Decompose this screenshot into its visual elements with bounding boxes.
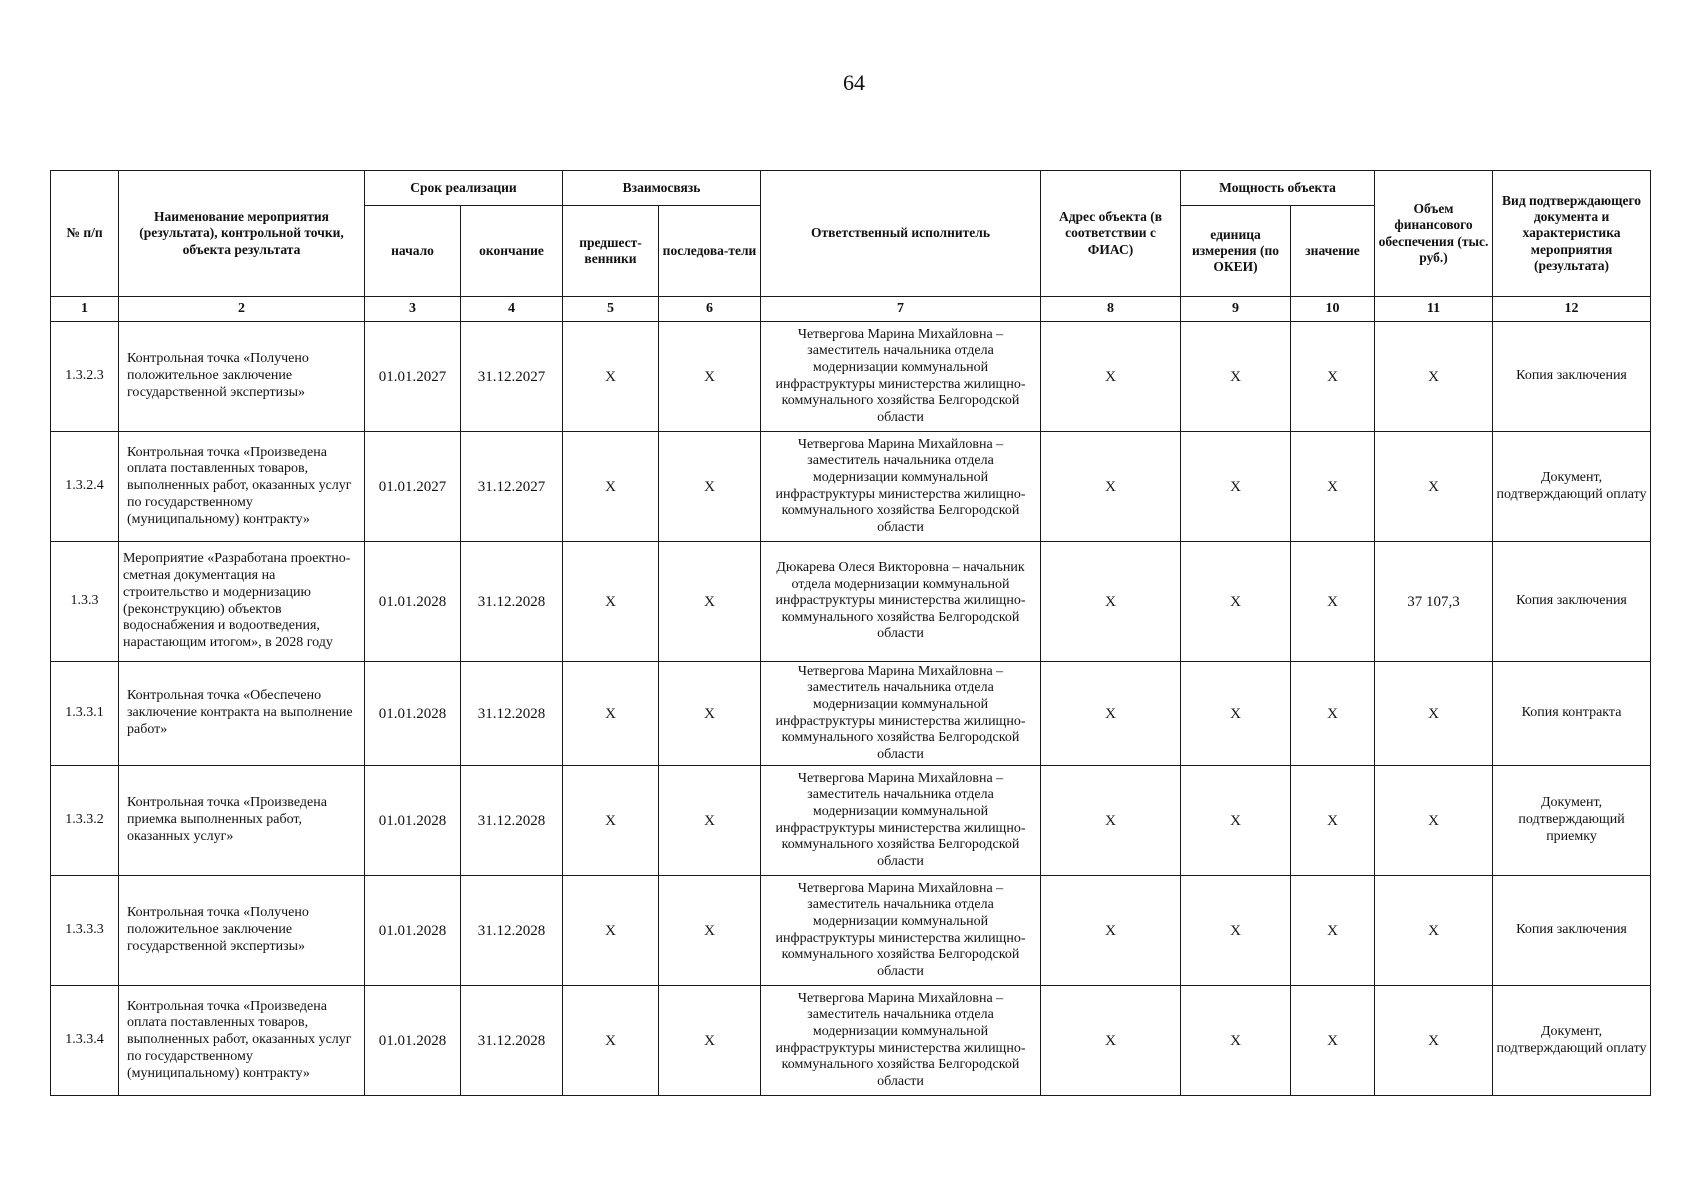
row-num: 1.3.2.4: [51, 432, 119, 542]
row-predecessors: X: [563, 542, 659, 662]
row-value: X: [1291, 542, 1375, 662]
header-value: значение: [1291, 206, 1375, 297]
row-start: 01.01.2028: [365, 542, 461, 662]
row-successors: X: [659, 766, 761, 876]
row-end: 31.12.2028: [461, 986, 563, 1096]
column-number: 10: [1291, 297, 1375, 322]
row-start: 01.01.2028: [365, 986, 461, 1096]
header-start: начало: [365, 206, 461, 297]
column-number: 9: [1181, 297, 1291, 322]
row-start: 01.01.2027: [365, 322, 461, 432]
row-finance: 37 107,3: [1375, 542, 1493, 662]
row-end: 31.12.2028: [461, 662, 563, 766]
row-address: X: [1041, 322, 1181, 432]
row-start: 01.01.2027: [365, 432, 461, 542]
row-predecessors: X: [563, 432, 659, 542]
row-executor: Четвергова Марина Михайловна – заместитель начальника отдела модернизации коммунальной инфраструктуры министерства жилищно-коммунального хозяйства Белгородской области: [761, 986, 1041, 1096]
row-successors: X: [659, 876, 761, 986]
table-row: [51, 542, 1651, 662]
row-address: X: [1041, 766, 1181, 876]
row-name: Контрольная точка «Произведена оплата поставленных товаров, выполненных работ, оказанных услуг по государственному (муниципальному) контракту»: [119, 986, 365, 1096]
row-predecessors: X: [563, 766, 659, 876]
row-value: X: [1291, 662, 1375, 766]
row-num: 1.3.3.1: [51, 662, 119, 766]
header-doc-type: Вид подтверждающего документа и характеристика мероприятия (результата): [1493, 171, 1651, 297]
header-successors: последова-тели: [659, 206, 761, 297]
row-address: X: [1041, 986, 1181, 1096]
table-row: [51, 766, 1651, 876]
row-executor: Четвергова Марина Михайловна – заместитель начальника отдела модернизации коммунальной инфраструктуры министерства жилищно-коммунального хозяйства Белгородской области: [761, 876, 1041, 986]
column-number: 4: [461, 297, 563, 322]
header-finance: Объем финансового обеспечения (тыс. руб.): [1375, 171, 1493, 297]
row-finance: X: [1375, 432, 1493, 542]
header-relation: Взаимосвязь: [563, 171, 761, 206]
row-finance: X: [1375, 876, 1493, 986]
row-address: X: [1041, 662, 1181, 766]
row-successors: X: [659, 322, 761, 432]
row-name: Контрольная точка «Обеспечено заключение контракта на выполнение работ»: [119, 662, 365, 766]
row-value: X: [1291, 432, 1375, 542]
row-end: 31.12.2027: [461, 432, 563, 542]
row-num: 1.3.3: [51, 542, 119, 662]
plan-table: [50, 170, 1651, 1096]
row-executor: Четвергова Марина Михайловна – заместитель начальника отдела модернизации коммунальной инфраструктуры министерства жилищно-коммунального хозяйства Белгородской области: [761, 322, 1041, 432]
row-value: X: [1291, 986, 1375, 1096]
row-address: X: [1041, 432, 1181, 542]
row-num: 1.3.3.3: [51, 876, 119, 986]
row-name: Контрольная точка «Получено положительное заключение государственной экспертизы»: [119, 876, 365, 986]
row-doc: Документ, подтверждающий оплату: [1493, 432, 1651, 542]
row-unit: X: [1181, 766, 1291, 876]
row-end: 31.12.2028: [461, 876, 563, 986]
row-name: Контрольная точка «Произведена оплата поставленных товаров, выполненных работ, оказанных услуг по государственному (муниципальному) контракту»: [119, 432, 365, 542]
row-end: 31.12.2028: [461, 766, 563, 876]
header-name: Наименование мероприятия (результата), контрольной точки, объекта результата: [119, 171, 365, 297]
row-doc: Документ, подтверждающий приемку: [1493, 766, 1651, 876]
header-unit: единица измерения (по ОКЕИ): [1181, 206, 1291, 297]
column-number: 6: [659, 297, 761, 322]
row-finance: X: [1375, 986, 1493, 1096]
row-name: Мероприятие «Разработана проектно-сметная документация на строительство и модернизацию (реконструкцию) объектов водоснабжения и водоотведения, нарастающим итогом», в 2028 году: [119, 542, 365, 662]
row-start: 01.01.2028: [365, 766, 461, 876]
column-number: 11: [1375, 297, 1493, 322]
row-finance: X: [1375, 322, 1493, 432]
row-value: X: [1291, 766, 1375, 876]
row-executor: Четвергова Марина Михайловна – заместитель начальника отдела модернизации коммунальной инфраструктуры министерства жилищно-коммунального хозяйства Белгородской области: [761, 662, 1041, 766]
row-unit: X: [1181, 876, 1291, 986]
row-unit: X: [1181, 986, 1291, 1096]
row-predecessors: X: [563, 662, 659, 766]
header-capacity: Мощность объекта: [1181, 171, 1375, 206]
header-end: окончание: [461, 206, 563, 297]
page-number: 64: [843, 70, 865, 95]
row-successors: X: [659, 662, 761, 766]
row-finance: X: [1375, 662, 1493, 766]
column-number: 7: [761, 297, 1041, 322]
row-start: 01.01.2028: [365, 662, 461, 766]
table-row: [51, 986, 1651, 1096]
header-predecessors: предшест-венники: [563, 206, 659, 297]
row-num: 1.3.3.4: [51, 986, 119, 1096]
row-predecessors: X: [563, 322, 659, 432]
row-executor: Четвергова Марина Михайловна – заместитель начальника отдела модернизации коммунальной инфраструктуры министерства жилищно-коммунального хозяйства Белгородской области: [761, 766, 1041, 876]
row-num: 1.3.3.2: [51, 766, 119, 876]
row-successors: X: [659, 542, 761, 662]
row-value: X: [1291, 876, 1375, 986]
column-number: 12: [1493, 297, 1651, 322]
row-unit: X: [1181, 432, 1291, 542]
header-executor: Ответственный исполнитель: [761, 171, 1041, 297]
header-period: Срок реализации: [365, 171, 563, 206]
row-end: 31.12.2027: [461, 322, 563, 432]
row-doc: Копия заключения: [1493, 322, 1651, 432]
row-doc: Копия контракта: [1493, 662, 1651, 766]
row-executor: Четвергова Марина Михайловна – заместитель начальника отдела модернизации коммунальной инфраструктуры министерства жилищно-коммунального хозяйства Белгородской области: [761, 432, 1041, 542]
row-doc: Копия заключения: [1493, 876, 1651, 986]
row-value: X: [1291, 322, 1375, 432]
row-predecessors: X: [563, 986, 659, 1096]
row-start: 01.01.2028: [365, 876, 461, 986]
column-numbers-row: [51, 297, 1651, 322]
table-row: [51, 322, 1651, 432]
row-address: X: [1041, 542, 1181, 662]
row-finance: X: [1375, 766, 1493, 876]
header-num: № п/п: [51, 171, 119, 297]
column-number: 8: [1041, 297, 1181, 322]
row-address: X: [1041, 876, 1181, 986]
row-successors: X: [659, 986, 761, 1096]
table-row: [51, 662, 1651, 766]
row-unit: X: [1181, 662, 1291, 766]
row-num: 1.3.2.3: [51, 322, 119, 432]
row-executor: Дюкарева Олеся Викторовна – начальник отдела модернизации коммунальной инфраструктуры министерства жилищно-коммунального хозяйства Белгородской области: [761, 542, 1041, 662]
row-unit: X: [1181, 542, 1291, 662]
row-unit: X: [1181, 322, 1291, 432]
row-name: Контрольная точка «Получено положительное заключение государственной экспертизы»: [119, 322, 365, 432]
column-number: 2: [119, 297, 365, 322]
row-doc: Копия заключения: [1493, 542, 1651, 662]
table-row: [51, 876, 1651, 986]
row-end: 31.12.2028: [461, 542, 563, 662]
row-name: Контрольная точка «Произведена приемка выполненных работ, оказанных услуг»: [119, 766, 365, 876]
row-predecessors: X: [563, 876, 659, 986]
column-number: 3: [365, 297, 461, 322]
table-row: [51, 432, 1651, 542]
row-doc: Документ, подтверждающий оплату: [1493, 986, 1651, 1096]
header-address: Адрес объекта (в соответствии с ФИАС): [1041, 171, 1181, 297]
column-number: 5: [563, 297, 659, 322]
column-number: 1: [51, 297, 119, 322]
row-successors: X: [659, 432, 761, 542]
